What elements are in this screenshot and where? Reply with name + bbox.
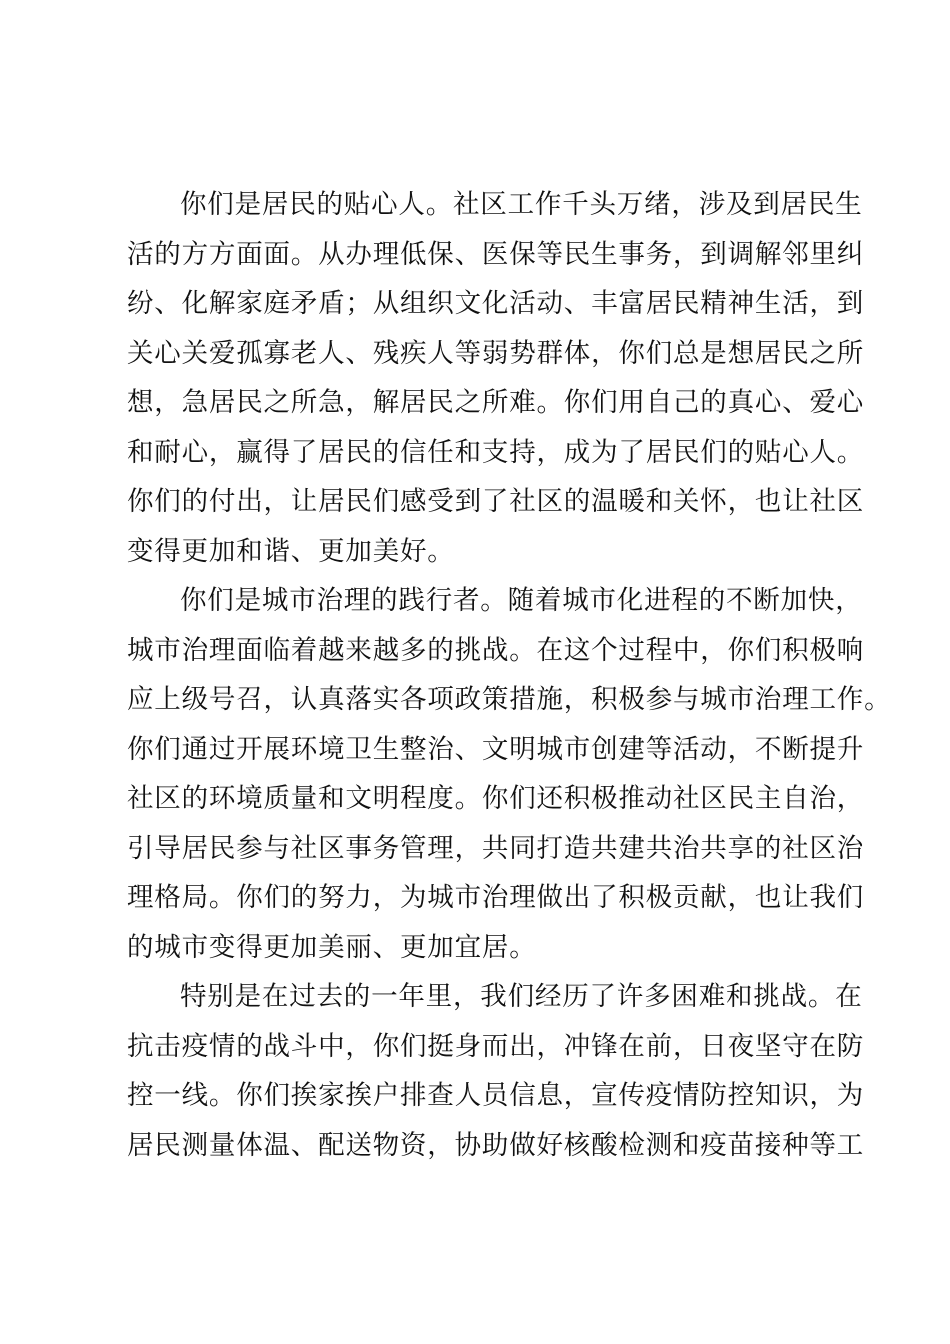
text-line: 控一线。你们挨家挨户排查人员信息，宣传疫情防控知识，为 — [127, 1080, 865, 1111]
text-line: 你们是居民的贴心人。社区工作千头万绪，涉及到居民生 — [180, 189, 863, 220]
text-line: 居民测量体温、配送物资，协助做好核酸检测和疫苗接种等工 — [127, 1129, 865, 1161]
text-line: 你们的付出，让居民们感受到了社区的温暖和关怀，也让社区 — [127, 486, 865, 517]
text-line: 抗击疫情的战斗中，你们挺身而出，冲锋在前，日夜坚守在防 — [127, 1030, 865, 1062]
text-line: 和耐心，赢得了居民的信任和支持，成为了居民们的贴心人。 — [127, 436, 865, 468]
text-line: 特别是在过去的一年里，我们经历了许多困难和挑战。在 — [180, 981, 863, 1012]
text-line: 变得更加和谐、更加美好。 — [127, 535, 455, 567]
text-line: 你们是城市治理的践行者。随着城市化进程的不断加快， — [180, 585, 863, 616]
text-line: 理格局。你们的努力，为城市治理做出了积极贡献，也让我们 — [127, 882, 865, 913]
text-line: 想，急居民之所急，解居民之所难。你们用自己的真心、爱心 — [127, 387, 865, 418]
text-line: 你们通过开展环境卫生整治、文明城市创建等活动，不断提升 — [127, 733, 865, 765]
text-line: 城市治理面临着越来越多的挑战。在这个过程中，你们积极响 — [127, 634, 865, 666]
paragraph-residents — [127, 180, 865, 576]
text-line: 引导居民参与社区事务管理，共同打造共建共治共享的社区治 — [127, 832, 865, 864]
text-line: 应上级号召，认真落实各项政策措施，积极参与城市治理工作。 — [127, 684, 892, 715]
text-line: 社区的环境质量和文明程度。你们还积极推动社区民主自治， — [127, 783, 865, 814]
paragraph-city-governance — [127, 576, 892, 972]
text-line: 的城市变得更加美丽、更加宜居。 — [127, 931, 537, 963]
paragraph-epidemic — [127, 972, 865, 1170]
text-line: 纷、化解家庭矛盾；从组织文化活动、丰富居民精神生活，到 — [127, 288, 865, 319]
text-line: 活的方方面面。从办理低保、医保等民生事务，到调解邻里纠 — [127, 238, 865, 270]
document-body — [127, 180, 892, 1170]
text-line: 关心关爱孤寡老人、残疾人等弱势群体，你们总是想居民之所 — [127, 337, 865, 369]
